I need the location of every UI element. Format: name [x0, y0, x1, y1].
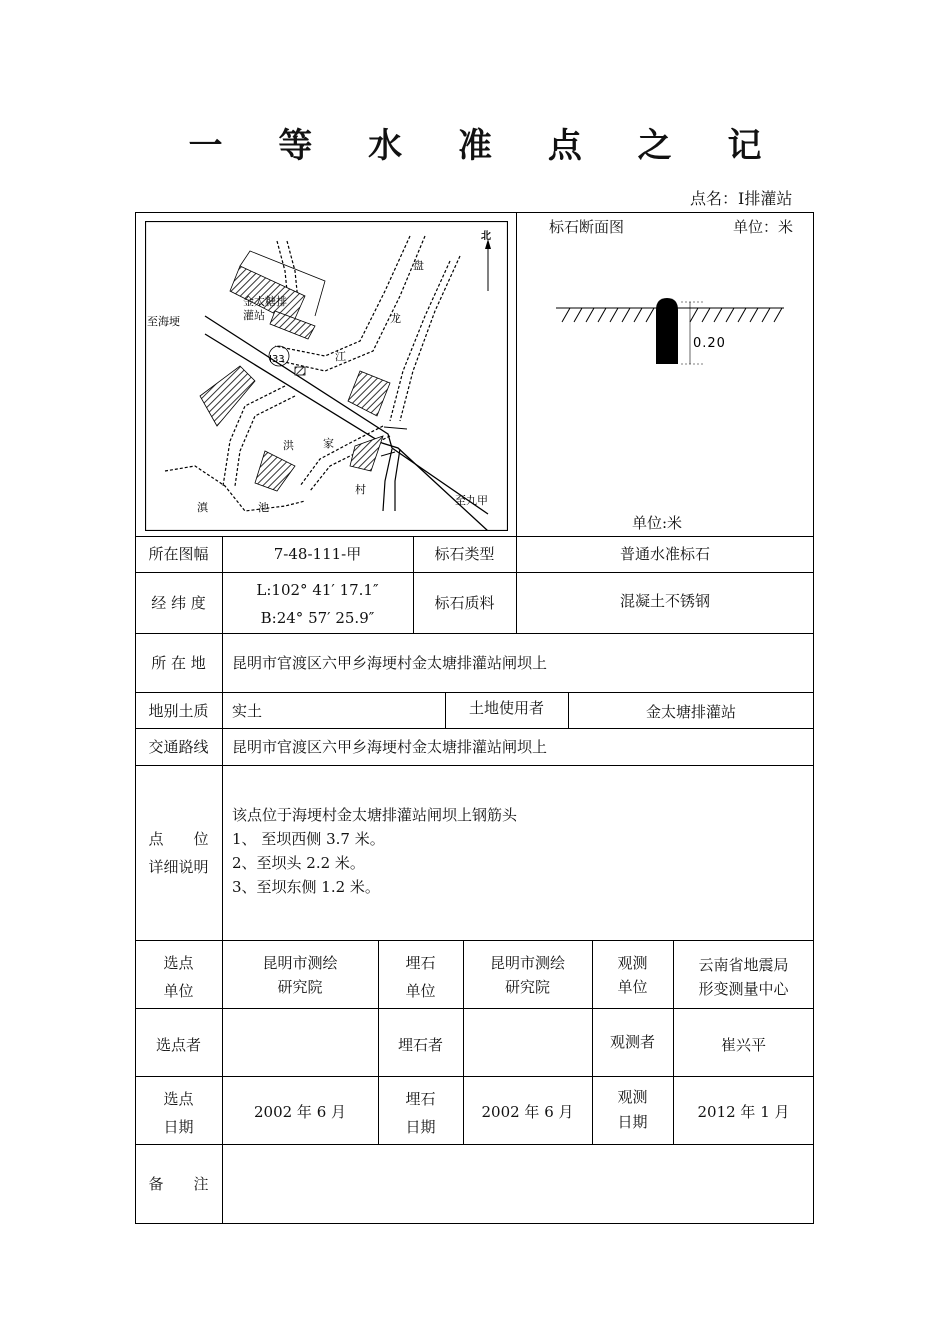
map-cun: 村: [355, 483, 366, 496]
stone-material-label: 标石质料: [434, 594, 495, 612]
latitude-value: B:24° 57′ 25.9″: [260, 609, 375, 627]
select-date-value: 2002 年 6 月: [253, 1103, 347, 1121]
detail-line-1: 1、 至坝西侧 3.7 米。: [232, 830, 385, 848]
page-title: 一 等 水 准 点 之 记: [188, 126, 784, 166]
select-unit-value-1: 昆明市测绘: [262, 954, 338, 972]
location-label: 所 在 地: [151, 654, 206, 672]
stone-material-value: 混凝土不锈钢: [619, 592, 710, 610]
section-bottom-unit: 单位:米: [632, 514, 683, 532]
longitude-value: L:102° 41′ 17.1″: [256, 581, 379, 599]
map-jiang: 江: [335, 350, 346, 363]
location-map: [145, 221, 508, 531]
map-to-haigeng: 至海埂: [147, 315, 180, 328]
map-long: 龙: [390, 312, 401, 325]
select-date-label-1: 选点: [163, 1090, 194, 1108]
observe-unit-label-2: 单位: [617, 978, 648, 996]
location-value: 昆明市官渡区六甲乡海埂村金太塘排灌站闸坝上: [232, 654, 548, 672]
land-user-label: 土地使用者: [468, 699, 544, 717]
map-chi: 池: [258, 501, 269, 514]
bury-date-label-2: 日期: [405, 1118, 436, 1136]
map-sheet-label: 所在图幅: [148, 545, 209, 563]
detail-label-2: 详细说明: [148, 858, 209, 876]
select-unit-label-2: 单位: [163, 982, 194, 1000]
detail-line-2: 2、至坝头 2.2 米。: [232, 854, 365, 872]
bury-unit-value-1: 昆明市测绘: [489, 954, 565, 972]
remark-label: 备 注: [148, 1175, 209, 1193]
section-title: 标石断面图: [549, 218, 625, 236]
observe-unit-label-1: 观测: [617, 954, 648, 972]
section-unit: 单位：米: [733, 218, 794, 236]
selector-label: 选点者: [155, 1036, 201, 1054]
observe-date-label-2: 日期: [617, 1113, 648, 1131]
traffic-label: 交通路线: [148, 738, 209, 756]
detail-line-3: 3、至坝东侧 1.2 米。: [232, 878, 380, 896]
map-hong: 洪: [283, 439, 294, 452]
observe-unit-value-2: 形变测量中心: [698, 980, 789, 998]
bury-unit-value-2: 研究院: [504, 978, 550, 996]
map-station-label-2: 灌站: [243, 309, 265, 322]
select-unit-value-2: 研究院: [277, 978, 323, 996]
north-label: 北: [481, 231, 491, 242]
detail-label-1: 点 位: [148, 830, 209, 848]
stone-type-label: 标石类型: [434, 545, 495, 563]
section-depth: 0.20: [693, 336, 726, 351]
land-user-value: 金太塘排灌站: [645, 703, 736, 721]
stone-type-value: 普通水准标石: [619, 545, 710, 563]
observe-unit-value-1: 云南省地震局: [698, 956, 789, 974]
bury-unit-label-1: 埋石: [405, 954, 436, 972]
soil-label: 地别土质: [148, 702, 209, 720]
map-jia: 家: [323, 437, 334, 450]
detail-line-0: 该点位于海埂村金太塘排灌站闸坝上钢筋头: [232, 806, 518, 824]
observer-value: 崔兴平: [720, 1036, 766, 1054]
latlon-label: 经 纬 度: [151, 594, 206, 612]
select-unit-label-1: 选点: [163, 954, 194, 972]
map-dian: 滇: [197, 501, 208, 514]
map-to-jiujia: 至九甲: [455, 494, 488, 507]
point-name: 点名：Ⅰ排灌站: [690, 189, 793, 208]
map-pan: 盘: [413, 259, 424, 272]
observer-label: 观测者: [609, 1033, 655, 1051]
select-date-label-2: 日期: [163, 1118, 194, 1136]
burier-label: 埋石者: [397, 1036, 443, 1054]
soil-value: 实土: [232, 702, 263, 720]
bury-unit-label-2: 单位: [405, 982, 436, 1000]
map-station-label-1: 金太糖排: [243, 295, 287, 308]
traffic-value: 昆明市官渡区六甲乡海埂村金太塘排灌站闸坝上: [232, 738, 548, 756]
observe-date-value: 2012 年 1 月: [697, 1103, 790, 1121]
observe-date-label-1: 观测: [617, 1088, 648, 1106]
stone-section-diagram: [556, 294, 788, 374]
map-mark: I33: [269, 354, 285, 365]
map-sheet-value: 7-48-111-甲: [273, 545, 362, 563]
bury-date-label-1: 埋石: [405, 1090, 436, 1108]
bury-date-value: 2002 年 6 月: [481, 1103, 574, 1121]
